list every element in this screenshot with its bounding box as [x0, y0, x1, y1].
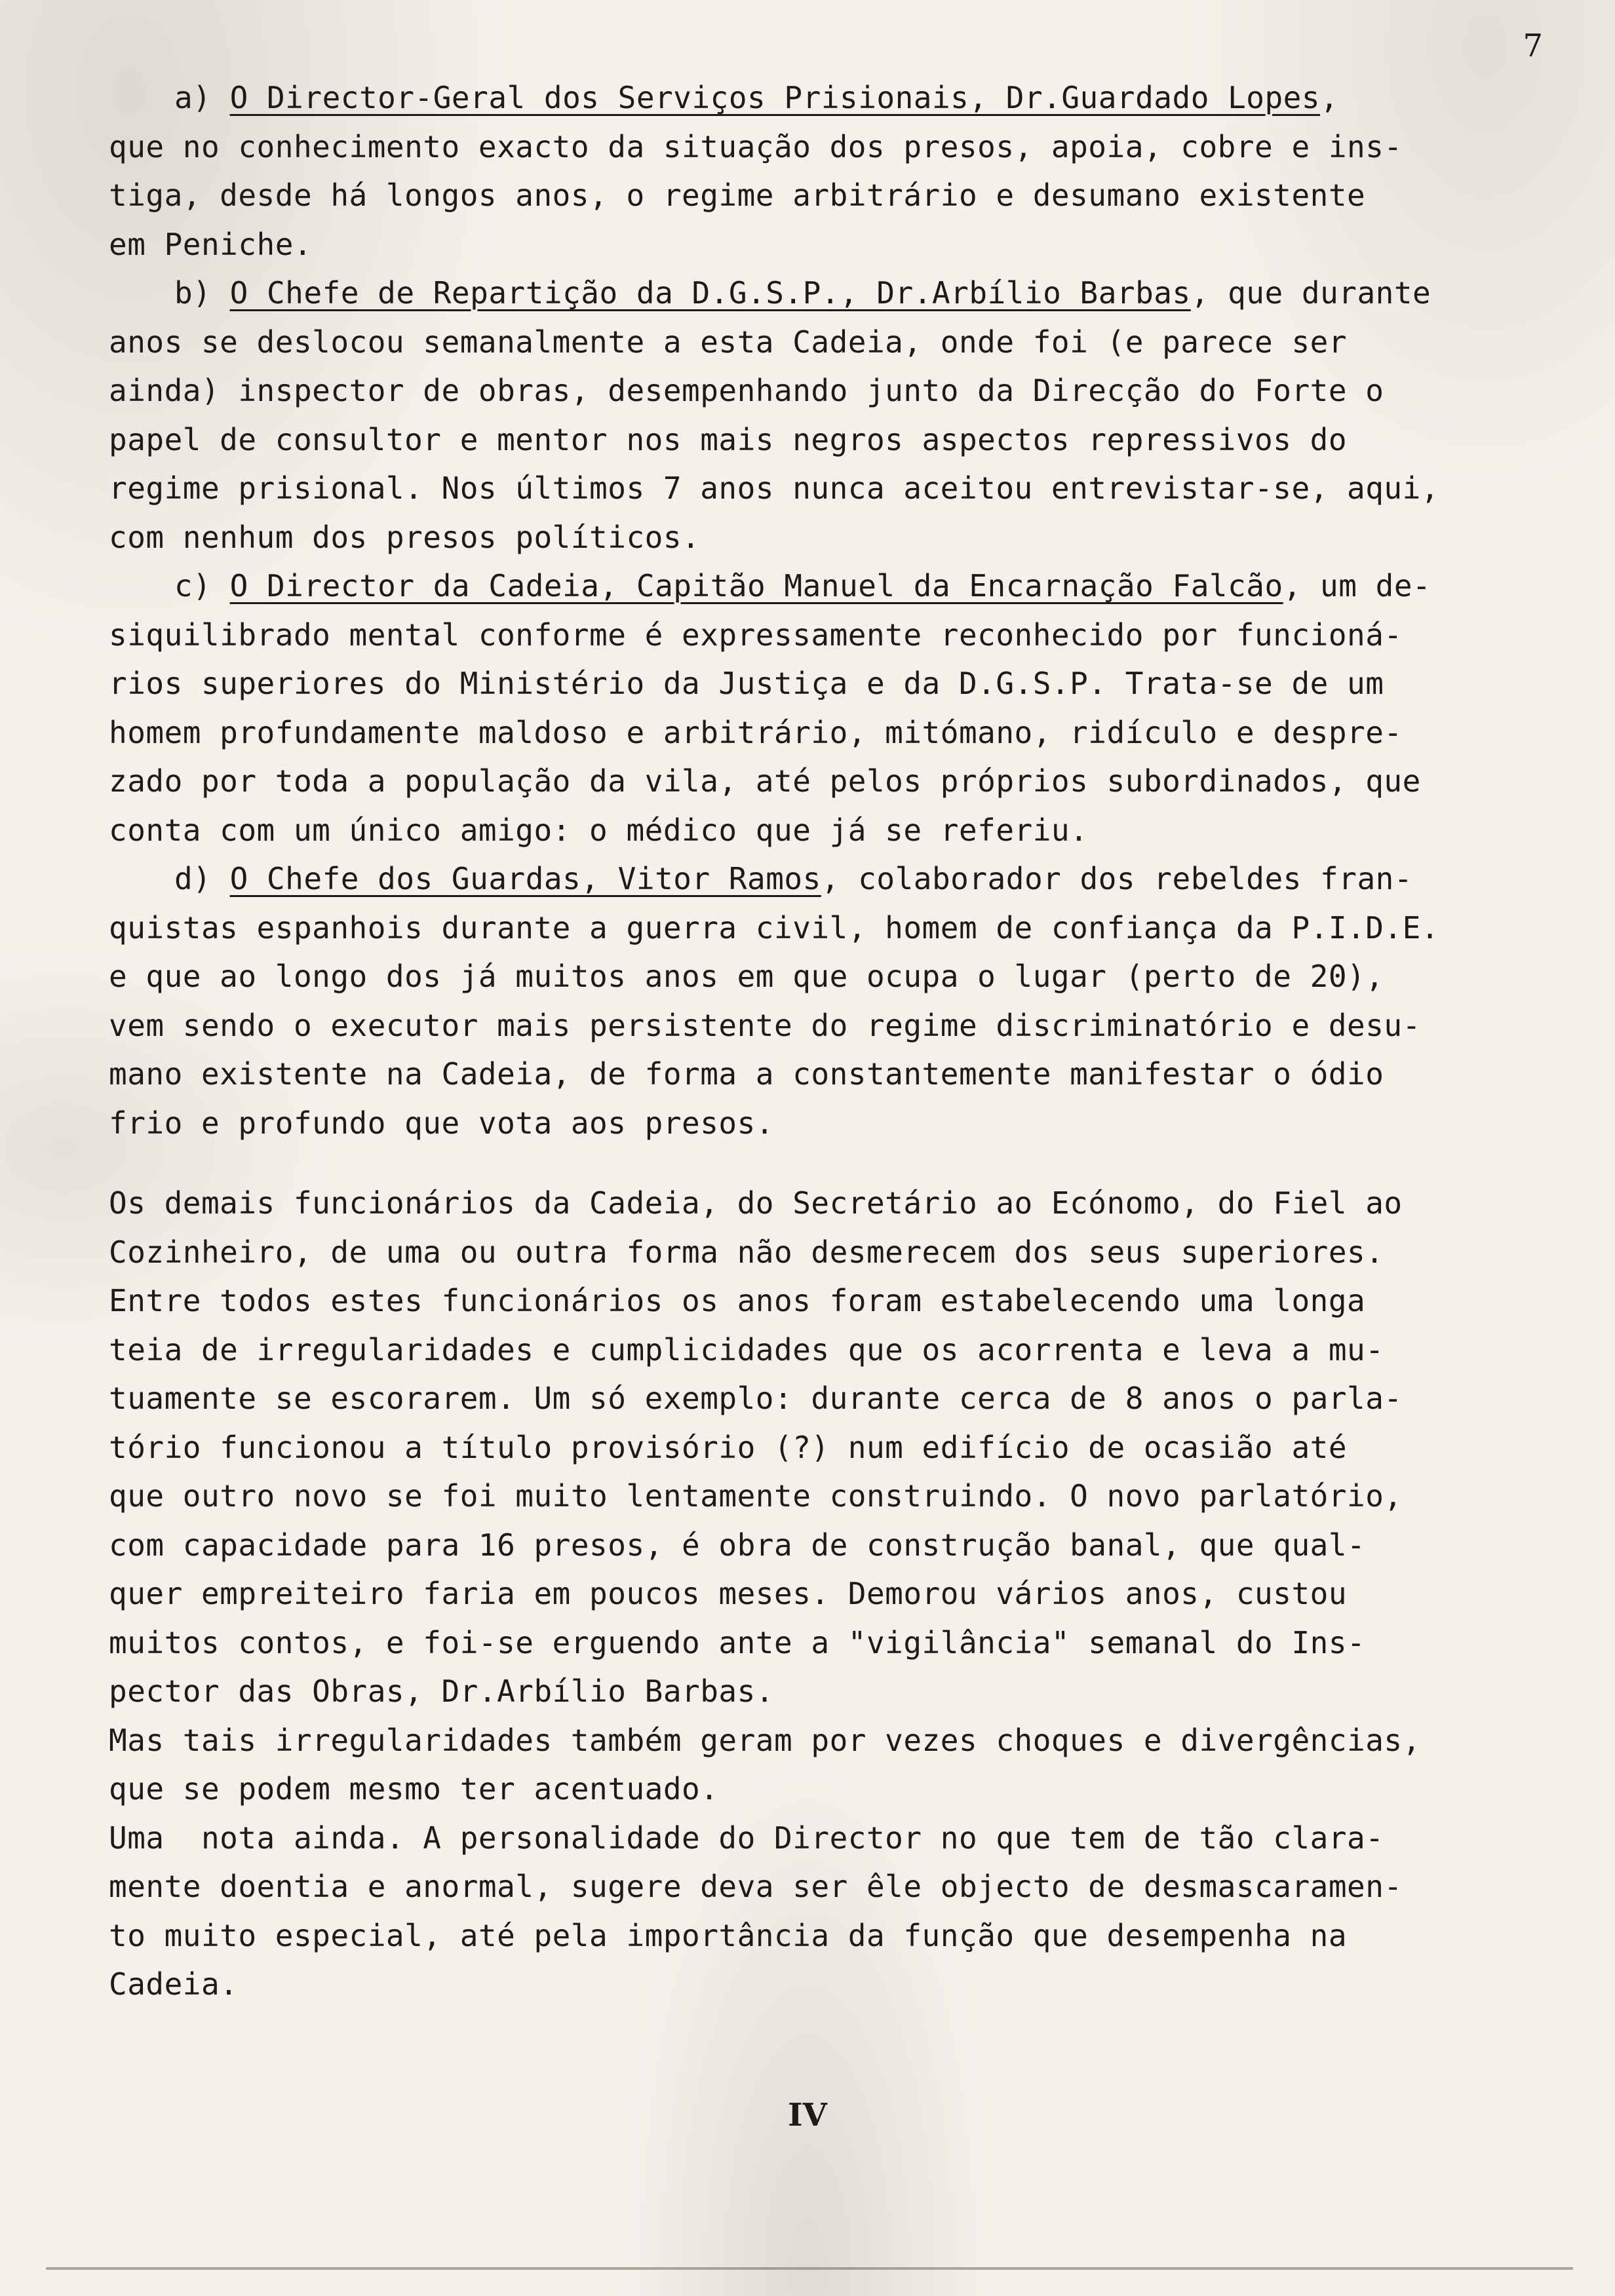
item-first-rest: , que durante [1190, 275, 1431, 311]
item-marker: b) [174, 275, 212, 311]
text-line: regime prisional. Nos últimos 7 anos nunca aceitou entrevistar-se, aqui, [109, 470, 1439, 506]
text-line: zado por toda a população da vila, até pelos próprios subordinados, que [109, 763, 1421, 799]
text-line: Uma nota ainda. A personalidade do Director no que tem de tão clara- [109, 1820, 1384, 1856]
text-line: muitos contos, e foi-se erguendo ante a "vigilância" semanal do Ins- [109, 1624, 1366, 1660]
item-first-rest: , [1320, 80, 1339, 115]
text-line: tiga, desde há longos anos, o regime arbitrário e desumano existente [109, 178, 1366, 213]
text-line: siquilibrado mental conforme é expressamente reconhecido por funcioná- [109, 617, 1403, 653]
text-line: mano existente na Cadeia, de forma a constantemente manifestar o ódio [109, 1056, 1384, 1092]
paragraph-director-note [109, 1814, 1577, 2009]
item-subject: O Director-Geral dos Serviços Prisionais, Dr.Guardado Lopes [229, 80, 1321, 115]
text-line: anos se deslocou semanalmente a esta Cadeia, onde foi (e parece ser [109, 324, 1348, 360]
item-marker: c) [174, 568, 212, 603]
text-line: frio e profundo que vota aos presos. [109, 1105, 774, 1141]
item-marker: a) [174, 80, 212, 115]
item-subject: O Chefe de Repartição da D.G.S.P., Dr.Arbílio Barbas [229, 275, 1191, 311]
text-line: teia de irregularidades e cumplicidades que os acorrenta e leva a mu- [109, 1331, 1384, 1368]
text-line: to muito especial, até pela importância da função que desempenha na [109, 1917, 1348, 1953]
text-line: quistas espanhois durante a guerra civil, homem de confiança da P.I.D.E. [109, 909, 1439, 946]
list-item-c [109, 562, 1577, 854]
text-line: Entre todos estes funcionários os anos foram estabelecendo uma longa [109, 1283, 1366, 1318]
text-line: com nenhum dos presos políticos. [109, 519, 701, 555]
item-first-rest: , um de- [1283, 568, 1431, 603]
text-line: Cozinheiro, de uma ou outra forma não desmerecem dos seus superiores. [109, 1234, 1384, 1270]
text-line: quer empreiteiro faria em poucos meses. Demorou vários anos, custou [109, 1576, 1348, 1611]
text-line: tório funcionou a título provisório (?) num edifício de ocasião até [109, 1429, 1348, 1465]
item-first-line [109, 269, 1577, 318]
item-first-rest: , colaborador dos rebeldes fran- [821, 861, 1413, 896]
text-line: conta com um único amigo: o médico que já se referiu. [109, 812, 1089, 848]
list-item-a [109, 73, 1577, 269]
paragraph-irregularities [109, 1716, 1577, 1814]
body-text [109, 73, 1577, 2009]
text-line: vem sendo o executor mais persistente do regime discriminatório e desu- [109, 1007, 1421, 1043]
text-line: ainda) inspector de obras, desempenhando junto da Direcção do Forte o [109, 373, 1384, 408]
text-line: mente doentia e anormal, sugere deva ser êle objecto de desmascaramen- [109, 1869, 1403, 1904]
item-first-line [109, 73, 1577, 123]
item-subject: O Chefe dos Guardas, Vitor Ramos [229, 861, 821, 896]
item-first-line [109, 562, 1577, 611]
section-heading: IV [788, 2097, 827, 2133]
text-line: rios superiores do Ministério da Justiça e da D.G.S.P. Trata-se de um [109, 666, 1384, 701]
text-line: que se podem mesmo ter acentuado. [109, 1771, 719, 1807]
page-number: 7 [1523, 28, 1543, 64]
text-line: e que ao longo dos já muitos anos em que ocupa o lugar (perto de 20), [109, 959, 1384, 994]
text-line: Os demais funcionários da Cadeia, do Secretário ao Ecónomo, do Fiel ao [109, 1185, 1403, 1221]
text-line: que no conhecimento exacto da situação dos presos, apoia, cobre e ins- [109, 128, 1403, 164]
item-first-line [109, 854, 1577, 904]
item-subject: O Director da Cadeia, Capitão Manuel da Encarnação Falcão [229, 568, 1283, 603]
paragraph-other-officials [109, 1179, 1577, 1716]
item-marker: d) [174, 861, 212, 896]
text-line: Cadeia. [109, 1966, 239, 2002]
text-line: com capacidade para 16 presos, é obra de construção banal, que qual- [109, 1527, 1366, 1563]
text-line: que outro novo se foi muito lentamente construindo. O novo parlatório, [109, 1478, 1403, 1514]
paragraph-gap [109, 1147, 1577, 1179]
list-item-b [109, 269, 1577, 562]
list-item-d [109, 854, 1577, 1147]
text-line: Mas tais irregularidades também geram por vezes choques e divergências, [109, 1722, 1421, 1758]
text-line: em Peniche. [109, 226, 313, 262]
text-line: papel de consultor e mentor nos mais negros aspectos repressivos do [109, 421, 1348, 457]
page-bottom-edge [46, 2267, 1573, 2270]
text-line: homem profundamente maldoso e arbitrário, mitómano, ridículo e despre- [109, 714, 1403, 750]
text-line: tuamente se escorarem. Um só exemplo: durante cerca de 8 anos o parla- [109, 1381, 1403, 1416]
text-line: pector das Obras, Dr.Arbílio Barbas. [109, 1674, 774, 1709]
